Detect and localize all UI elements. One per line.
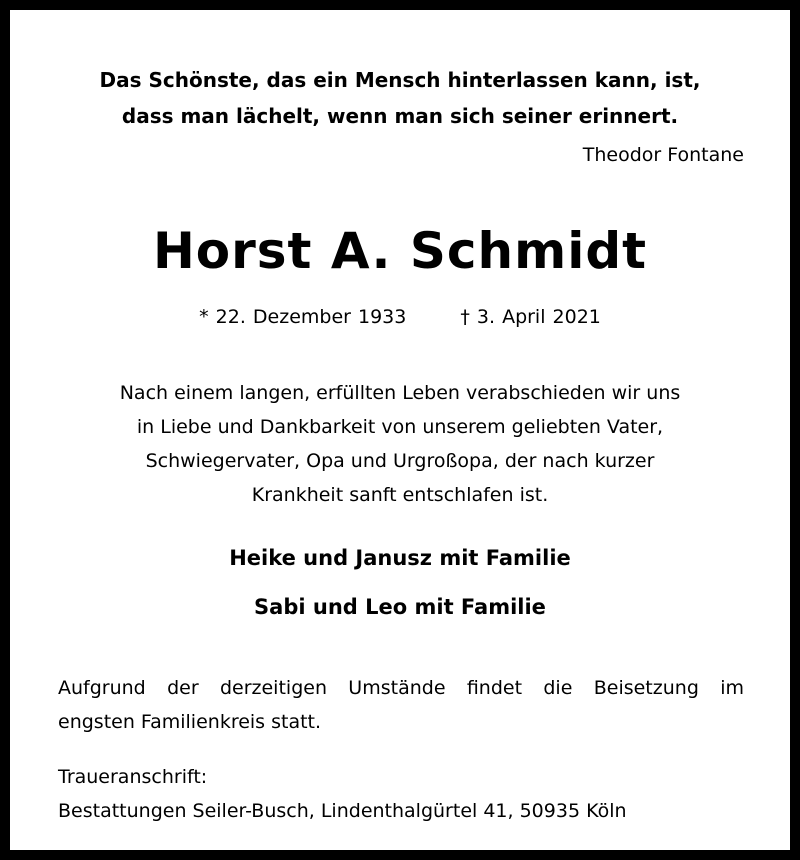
message-line: Nach einem langen, erfüllten Leben verabschieden wir uns <box>119 382 681 404</box>
deceased-name: Horst A. Schmidt <box>152 222 648 280</box>
quote-author: Theodor Fontane <box>582 144 744 166</box>
death-date: † 3. April 2021 <box>460 306 601 328</box>
condolence-address <box>58 760 627 828</box>
message-line: Schwiegervater, Opa und Urgroßopa, der nach kurzer <box>145 450 655 472</box>
farewell-message <box>10 376 790 512</box>
mourner-family: Heike und Janusz mit Familie <box>229 546 571 570</box>
notice-line: engsten Familienkreis statt. <box>58 711 322 733</box>
notice-line: Aufgrund der derzeitigen Umstände findet die Beisetzung im <box>58 677 744 699</box>
birth-date: * 22. Dezember 1933 <box>199 306 407 328</box>
message-line: Krankheit sanft entschlafen ist. <box>251 484 549 506</box>
life-dates <box>10 306 790 328</box>
quote-line: Das Schönste, das ein Mensch hinterlassen kann, ist, <box>99 68 701 92</box>
mourner-family: Sabi und Leo mit Familie <box>254 595 546 619</box>
funeral-notice <box>58 671 744 739</box>
address-value: Bestattungen Seiler-Busch, Lindenthalgürtel 41, 50935 Köln <box>58 800 627 822</box>
address-label: Traueranschrift: <box>58 766 208 788</box>
message-line: in Liebe und Dankbarkeit von unserem geliebten Vater, <box>136 416 664 438</box>
quote <box>10 62 790 134</box>
quote-line: dass man lächelt, wenn man sich seiner erinnert. <box>121 104 679 128</box>
